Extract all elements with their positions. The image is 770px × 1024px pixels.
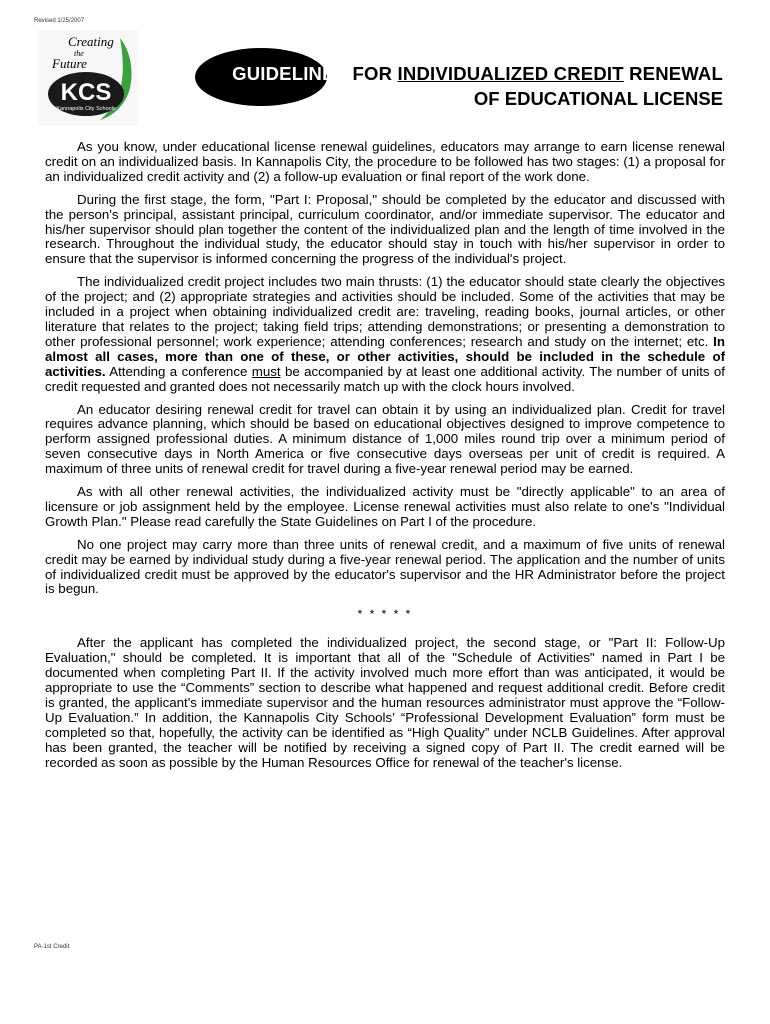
paragraph-limits: No one project may carry more than three units of renewal credit, and a maximum of five units of renewal credit may be earned by individual study during a five-year renewal period. The application and the number of units of individualized credit must be approved by the educator's supervisor and the HR Administrator before the project is begun.	[45, 536, 725, 597]
p3-text-c: Attending a conference	[105, 363, 252, 379]
revised-date: Revised 1/25/2007	[34, 18, 85, 24]
paragraph-project-thrusts	[45, 275, 725, 394]
document-body	[45, 140, 725, 778]
kcs-logo	[38, 30, 138, 126]
paragraph-intro: As you know, under educational license renewal guidelines, educators may arrange to earn license renewal credit on an individualized basis. In Kannapolis City, the procedure to be followed has two stages: (1) a proposal for an individualized credit activity and (2) a follow-up evaluation or final report of the work done.	[45, 139, 725, 184]
section-separator-stars: * * * * *	[357, 607, 413, 622]
p3-text-a: The individualized credit project includes two main thrusts: (1) the educator should state clearly the objectives of the project; and (2) appropriate strategies and activities should be included. Some of the activities that may be included in a project when obtaining individualized credit are: traveling, reading books, journal articles, or other literature that relates to the project; taking field trips; attending demonstrations; or presenting a demonstration to other professional personnel; work experience; attending conferences; research and study on the internet; etc.	[45, 274, 725, 349]
paragraph-applicability: As with all other renewal activities, the individualized activity must be "directly applicable" to an area of licensure or job assignment held by the employee. License renewal activities must also relate to one's "Individual Growth Plan." Please read carefully the State Guidelines on Part I of the procedure.	[45, 484, 725, 529]
paragraph-travel: An educator desiring renewal credit for travel can obtain it by using an individualized plan. Credit for travel requires advance planning, which should be based on educational objectives designed to improve competence to perform assigned professional duties. A minimum distance of 1,000 miles round trip over a minimum period of seven consecutive days in North America or five consecutive days overseas per unit of credit is required. A maximum of three units of renewal credit for travel during a five-year renewal period may be earned.	[45, 401, 725, 477]
title-line-2: OF EDUCATIONAL LICENSE	[473, 88, 723, 109]
document-title	[195, 48, 723, 114]
footer-code: PA-1st Credit	[34, 944, 70, 950]
title-renewal: RENEWAL	[623, 63, 723, 84]
p3-bold-text: In almost all cases, more than one of these, or other activities, should be included in the schedule of activities.	[45, 333, 725, 379]
logo-text-kcs: KCS	[60, 79, 112, 106]
logo-text-the: the	[74, 49, 84, 58]
title-line-1	[232, 63, 723, 85]
p3-text-e: be accompanied by at least one additional activity. The number of units of credit requested and granted does not necessarily match up with the clock hours involved.	[45, 363, 726, 394]
paragraph-first-stage: During the first stage, the form, "Part I: Proposal," should be completed by the educator and discussed with the person's principal, assistant principal, curriculum coordinator, and/or immediate supervisor. The educator and his/her supervisor should plan together the content of the individualized plan and the length of time involved in the research. Throughout the individual study, the educator should stay in touch with his/her supervisor in order to ensure that the supervisor is informed concerning the progress of the individual's project.	[45, 191, 725, 267]
title-underlined: INDIVIDUALIZED CREDIT	[397, 63, 624, 84]
logo-text-name: Kannapolis City Schools	[56, 106, 116, 112]
logo-text-creating: Creating	[68, 34, 114, 49]
title-word-guidelines: GUIDELINES	[232, 63, 348, 84]
paragraph-second-stage: After the applicant has completed the individualized project, the second stage, or "Part II: Follow-Up Evaluation," should be completed. It is important that all of the "Schedule of Activities" named in Part I be documented when completing Part II. If the activity involved much more effort than was anticipated, it would be appropriate to use the “Comments” section to describe what happened and request additional credit. Before credit is granted, the applicant's immediate supervisor and the human resources administrator must approve the “Follow-Up Evaluation.” In addition, the Kannapolis City Schools’ “Professional Development Evaluation” form must be completed so that, hopefully, the activity can be identified as “High Quality” under NCLB Guidelines. After approval has been granted, the teacher will be notified by receiving a signed copy of Part II. The credit earned will be recorded as soon as possible by the Human Resources Office for renewal of the teacher's license.	[45, 635, 725, 770]
logo-text-future: Future	[52, 56, 87, 71]
title-for: FOR	[347, 63, 398, 84]
p3-underlined-must: must	[251, 363, 281, 379]
